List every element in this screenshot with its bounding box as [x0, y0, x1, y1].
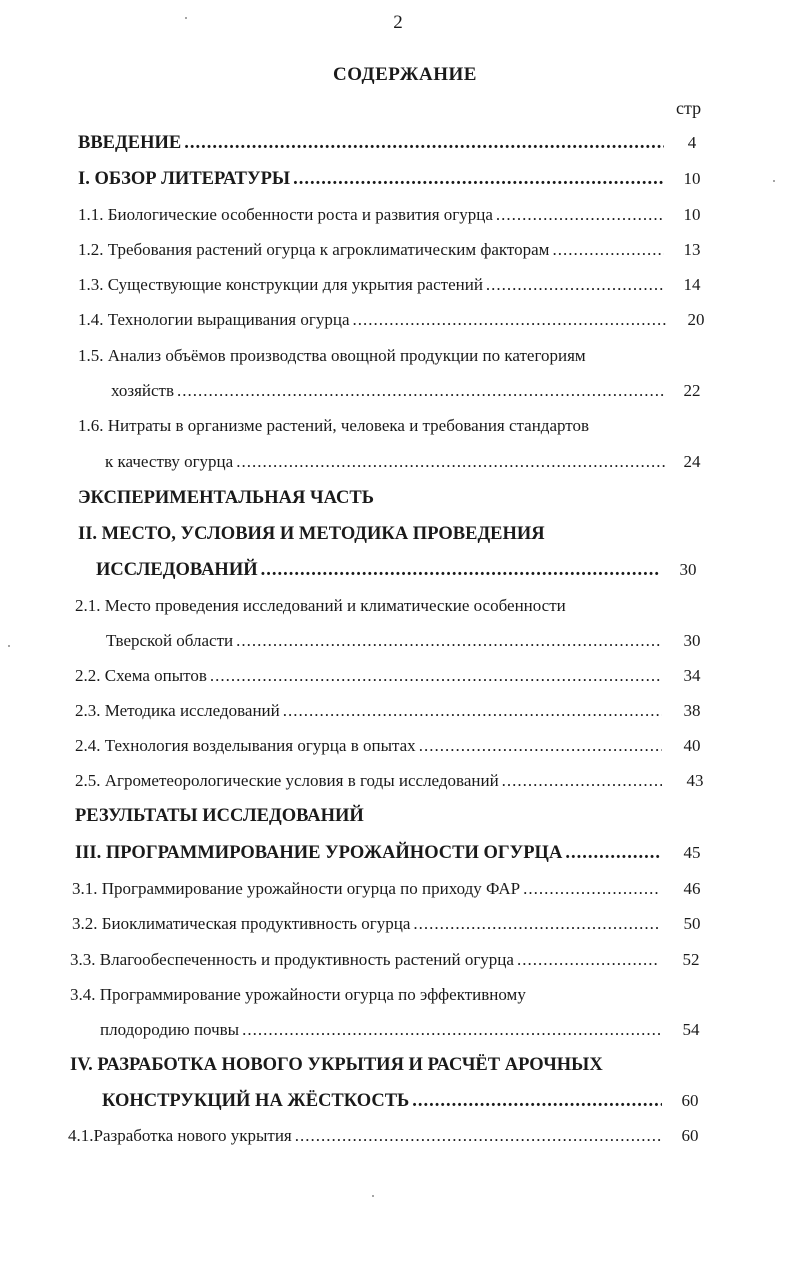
toc-entry-title: хозяйств — [111, 381, 174, 400]
toc-entry-title: ВВЕДЕНИЕ — [78, 133, 182, 153]
toc-entry-1-5-line1[interactable]: 1.5. Анализ объёмов производства овощной продукции по категориям — [78, 346, 586, 365]
toc-entry-page: 30 — [683, 631, 701, 650]
toc-entry-title: 1.2. Требования растений огурца к агроклиматическим факторам — [78, 240, 550, 259]
toc-entry-title: к качеству огурца — [105, 452, 234, 471]
toc-entry-2-2[interactable] — [75, 665, 701, 687]
toc-entry-1-6-line1[interactable]: 1.6. Нитраты в организме растений, человека и требования стандартов — [78, 416, 590, 435]
toc-entry-title: плодородию почвы — [100, 1020, 240, 1039]
toc-entry-page: 60 — [681, 1126, 699, 1145]
toc-entry-title: III. ПРОГРАММИРОВАНИЕ УРОЖАЙНОСТИ ОГУРЦА — [75, 843, 563, 863]
toc-entry-title: 3.1. Программирование урожайности огурца по приходу ФАР — [72, 879, 521, 898]
toc-entry-title: ИССЛЕДОВАНИЙ — [96, 560, 258, 580]
toc-entry-3-4-line1[interactable]: 3.4. Программирование урожайности огурца по эффективному — [70, 985, 526, 1004]
toc-entry-page: 43 — [686, 771, 704, 790]
scan-speck — [372, 1195, 374, 1197]
toc-entry-title: 4.1.Разработка нового укрытия — [68, 1126, 292, 1145]
toc-entry-title: 3.2. Биоклиматическая продуктивность огурца — [72, 914, 411, 933]
section-heading-results: РЕЗУЛЬТАТЫ ИССЛЕДОВАНИЙ — [75, 806, 364, 826]
toc-entry-title: 1.4. Технологии выращивания огурца — [78, 310, 350, 329]
leader-dots — [353, 309, 669, 331]
toc-entry-2-4[interactable] — [75, 735, 701, 757]
leader-dots — [293, 168, 664, 190]
leader-dots — [242, 1019, 660, 1041]
toc-entry-2-1[interactable] — [106, 630, 701, 652]
toc-entry-3-2[interactable] — [72, 913, 701, 935]
scan-speck — [773, 180, 775, 182]
toc-entry-chapter-4-line1[interactable]: IV. РАЗРАБОТКА НОВОГО УКРЫТИЯ И РАСЧЁТ АРОЧНЫХ — [70, 1055, 603, 1075]
toc-entry-title: I. ОБЗОР ЛИТЕРАТУРЫ — [78, 169, 291, 189]
toc-entry-3-4[interactable] — [100, 1019, 700, 1041]
leader-dots — [177, 380, 664, 402]
leader-dots — [261, 559, 660, 581]
toc-entry-3-1[interactable] — [72, 878, 701, 900]
toc-entry-title: 2.5. Агрометеорологические условия в годы исследований — [75, 771, 499, 790]
leader-dots — [184, 132, 664, 154]
toc-entry-page: 34 — [683, 666, 701, 685]
leader-dots — [486, 274, 664, 296]
leader-dots — [523, 878, 658, 900]
toc-title: СОДЕРЖАНИЕ — [333, 64, 477, 85]
toc-entry-1-5[interactable] — [111, 380, 701, 402]
toc-entry-page: 45 — [683, 843, 701, 862]
toc-entry-page: 20 — [687, 310, 705, 329]
toc-entry-page: 50 — [683, 914, 701, 933]
toc-entry-page: 54 — [682, 1020, 700, 1039]
scan-speck — [185, 17, 187, 19]
toc-entry-2-3[interactable] — [75, 700, 701, 722]
toc-entry-title: 1.1. Биологические особенности роста и развития огурца — [78, 205, 493, 224]
leader-dots — [283, 700, 662, 722]
toc-entry-page: 13 — [683, 240, 701, 259]
leader-dots — [210, 665, 662, 687]
toc-entry-1-1[interactable] — [78, 204, 701, 226]
toc-entry-title: 2.2. Схема опытов — [75, 666, 207, 685]
toc-entry-2-5[interactable] — [75, 770, 704, 792]
toc-entry-title: 2.3. Методика исследований — [75, 701, 280, 720]
toc-entry-page: 52 — [682, 950, 700, 969]
toc-entry-chapter-2-line1[interactable]: II. МЕСТО, УСЛОВИЯ И МЕТОДИКА ПРОВЕДЕНИЯ — [78, 524, 545, 544]
toc-entry-4-1[interactable] — [68, 1125, 699, 1147]
leader-dots — [419, 735, 662, 757]
page-number: 2 — [393, 12, 403, 33]
toc-entry-1-6[interactable] — [105, 451, 701, 473]
leader-dots — [565, 842, 661, 864]
leader-dots — [502, 770, 662, 792]
toc-entry-chapter-2[interactable] — [96, 559, 697, 581]
leader-dots — [236, 630, 662, 652]
toc-entry-page: 38 — [683, 701, 701, 720]
toc-entry-2-1-line1[interactable]: 2.1. Место проведения исследований и климатические особенности — [75, 596, 566, 615]
toc-entry-title: Тверской области — [106, 631, 234, 650]
leader-dots — [295, 1125, 662, 1147]
toc-entry-title: КОНСТРУКЦИЙ НА ЖЁСТКОСТЬ — [102, 1091, 410, 1111]
toc-entry-1-3[interactable] — [78, 274, 701, 296]
leader-dots — [412, 1090, 662, 1112]
page-column-label: стр — [676, 98, 702, 118]
toc-entry-page: 40 — [683, 736, 701, 755]
toc-entry-page: 4 — [687, 133, 697, 152]
leader-dots — [413, 913, 660, 935]
toc-entry-page: 30 — [679, 560, 697, 579]
toc-entry-page: 60 — [681, 1091, 699, 1110]
toc-entry-page: 10 — [683, 169, 701, 188]
section-heading-experimental: ЭКСПЕРИМЕНТАЛЬНАЯ ЧАСТЬ — [78, 488, 374, 508]
toc-entry-page: 46 — [683, 879, 701, 898]
toc-entry-page: 10 — [683, 205, 701, 224]
leader-dots — [236, 451, 666, 473]
toc-entry-introduction[interactable] — [78, 132, 697, 154]
leader-dots — [552, 239, 664, 261]
toc-entry-chapter-1[interactable] — [78, 168, 701, 190]
toc-entry-3-3[interactable] — [70, 949, 700, 971]
toc-entry-title: 2.4. Технология возделывания огурца в опытах — [75, 736, 416, 755]
toc-entry-chapter-3[interactable] — [75, 842, 701, 864]
toc-entry-1-4[interactable] — [78, 309, 705, 331]
scan-speck — [8, 645, 10, 647]
toc-entry-page: 22 — [683, 381, 701, 400]
toc-entry-chapter-4[interactable] — [102, 1090, 699, 1112]
leader-dots — [496, 204, 664, 226]
toc-entry-title: 1.3. Существующие конструкции для укрытия растений — [78, 275, 483, 294]
leader-dots — [517, 949, 658, 971]
toc-entry-page: 14 — [683, 275, 701, 294]
toc-entry-1-2[interactable] — [78, 239, 701, 261]
toc-entry-title: 3.3. Влагообеспеченность и продуктивность растений огурца — [70, 950, 514, 969]
toc-entry-page: 24 — [683, 452, 701, 471]
